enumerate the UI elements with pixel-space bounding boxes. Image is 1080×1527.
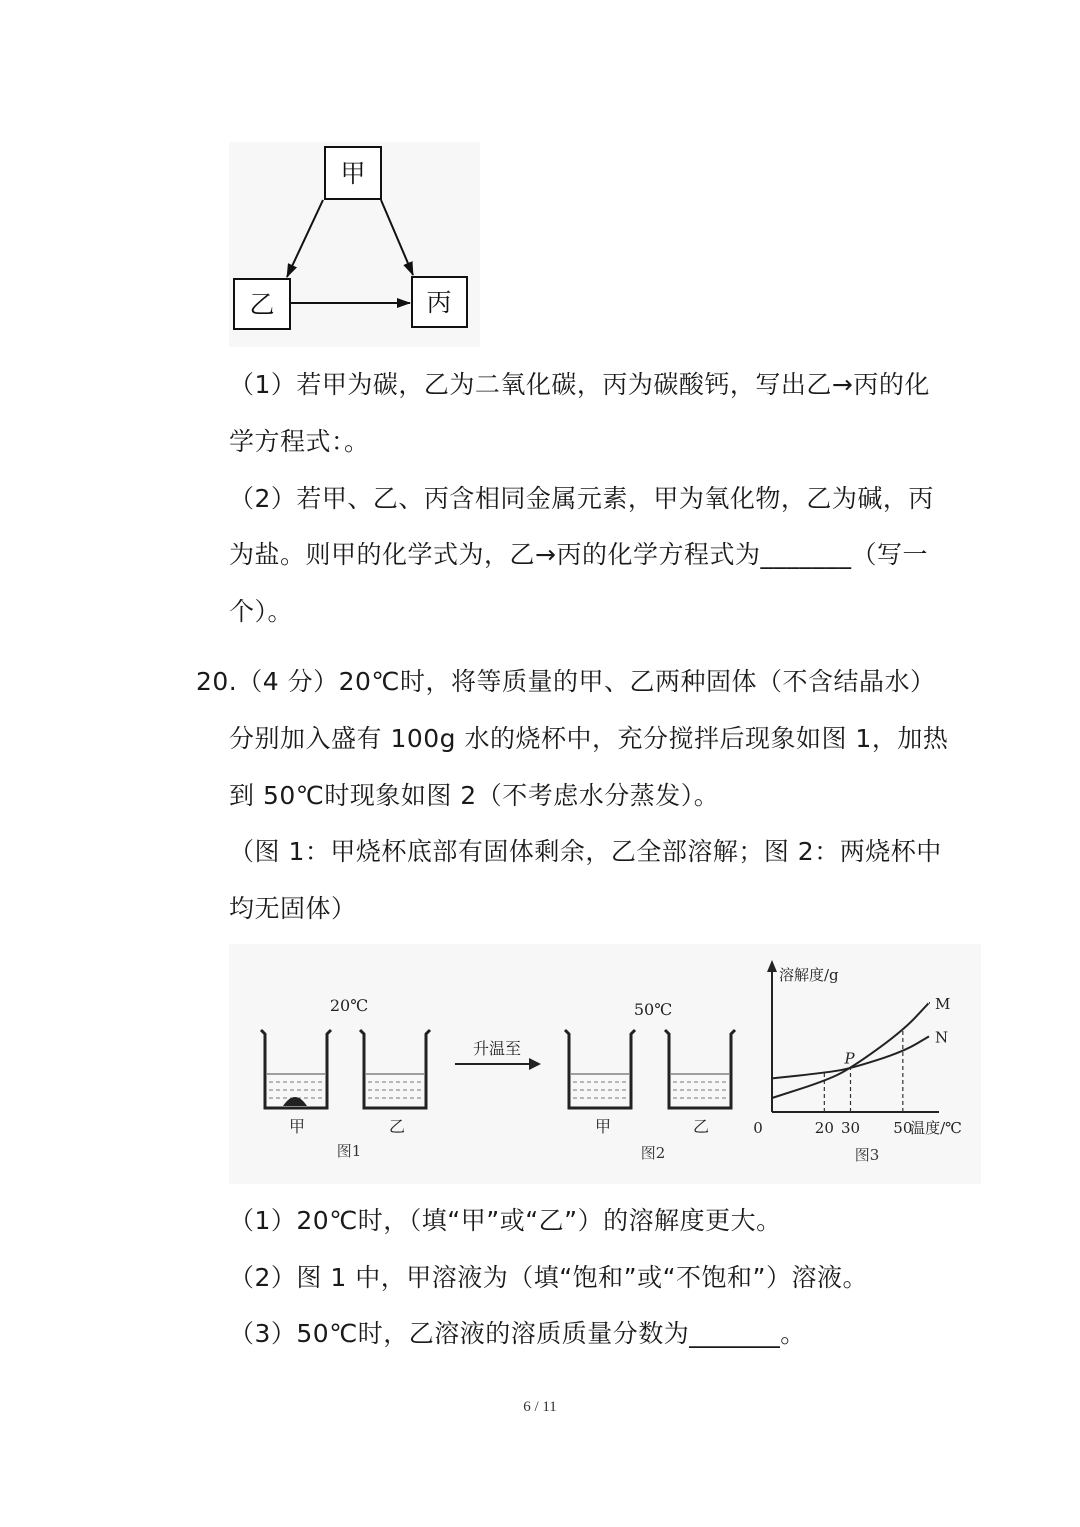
- y-axis-arrow: [767, 960, 777, 972]
- q20-stem-line2: 分别加入盛有 100g 水的烧杯中，充分搅拌后现象如图 1，加热: [229, 724, 949, 753]
- fig2-caption: 图2: [640, 1144, 666, 1162]
- q20-note-line2: 均无固体）: [229, 894, 357, 923]
- q19-part2-line1: （2）若甲、乙、丙含相同金属元素，甲为氧化物，乙为碱，丙: [229, 484, 934, 513]
- chart-ylabel: 溶解度/g: [779, 966, 839, 984]
- q20-stem-line3: 到 50℃时现象如图 2（不考虑水分蒸发）。: [229, 781, 720, 810]
- fig1-caption: 图1: [336, 1142, 362, 1160]
- fig2-beaker-jia: [565, 1030, 635, 1108]
- q19-part1-line2: 学方程式：。: [229, 427, 370, 456]
- q19-part2-line2: 为盐。则甲的化学式为，乙→丙的化学方程式为_______（写一: [229, 540, 928, 569]
- solubility-chart: [753, 960, 962, 1164]
- node-jia: 甲: [340, 159, 366, 188]
- heat-arrow: [455, 1058, 541, 1070]
- point-label-P: P: [844, 1049, 855, 1068]
- fig1-temp: 20℃: [329, 996, 369, 1015]
- node-bing: 丙: [426, 288, 452, 317]
- arrow-jia-bing: [381, 200, 413, 275]
- fig2-temp: 50℃: [633, 1000, 673, 1019]
- q20-stem-line1: 20.（4 分）20℃时，将等质量的甲、乙两种固体（不含结晶水）: [196, 667, 936, 696]
- page-number: 6 / 11: [523, 1399, 557, 1415]
- chart-xlabel: 温度/℃: [910, 1119, 962, 1137]
- fig1-beaker-yi: [360, 1030, 430, 1108]
- relation-diagram: [229, 142, 480, 347]
- q19-part1-line1: （1）若甲为碳，乙为二氧化碳，丙为碳酸钙，写出乙→丙的化: [229, 370, 930, 399]
- x-tick-label: 0: [753, 1119, 763, 1137]
- q20-sub3: （3）50℃时，乙溶液的溶质质量分数为_______。: [229, 1319, 806, 1348]
- heat-arrow-label: 升温至: [472, 1039, 522, 1058]
- q20-sub1: （1）20℃时，（填“甲”或“乙”）的溶解度更大。: [229, 1206, 782, 1235]
- fig2-beaker-yi: [665, 1030, 735, 1108]
- x-tick-label: 30: [840, 1119, 861, 1137]
- curve-label-M: M: [935, 994, 951, 1013]
- x-tick-label: 50: [893, 1119, 913, 1137]
- q19-part2-line3: 个）。: [229, 597, 294, 626]
- fig2-label-jia: 甲: [594, 1117, 612, 1136]
- fig1-label-yi: 乙: [388, 1117, 406, 1136]
- arrow-jia-yi: [287, 200, 323, 277]
- fig1-label-jia: 甲: [288, 1117, 306, 1136]
- chart-caption: 图3: [854, 1146, 880, 1164]
- beaker-figure: [229, 944, 981, 1184]
- q20-sub2: （2）图 1 中，甲溶液为（填“饱和”或“不饱和”）溶液。: [229, 1263, 869, 1292]
- node-yi: 乙: [249, 290, 275, 319]
- curve-label-N: N: [935, 1028, 949, 1047]
- fig2-label-yi: 乙: [692, 1117, 710, 1136]
- fig1-beaker-jia: [261, 1030, 331, 1108]
- q20-note-line1: （图 1：甲烧杯底部有固体剩余，乙全部溶解；图 2：两烧杯中: [229, 837, 942, 866]
- x-tick-label: 20: [814, 1119, 834, 1137]
